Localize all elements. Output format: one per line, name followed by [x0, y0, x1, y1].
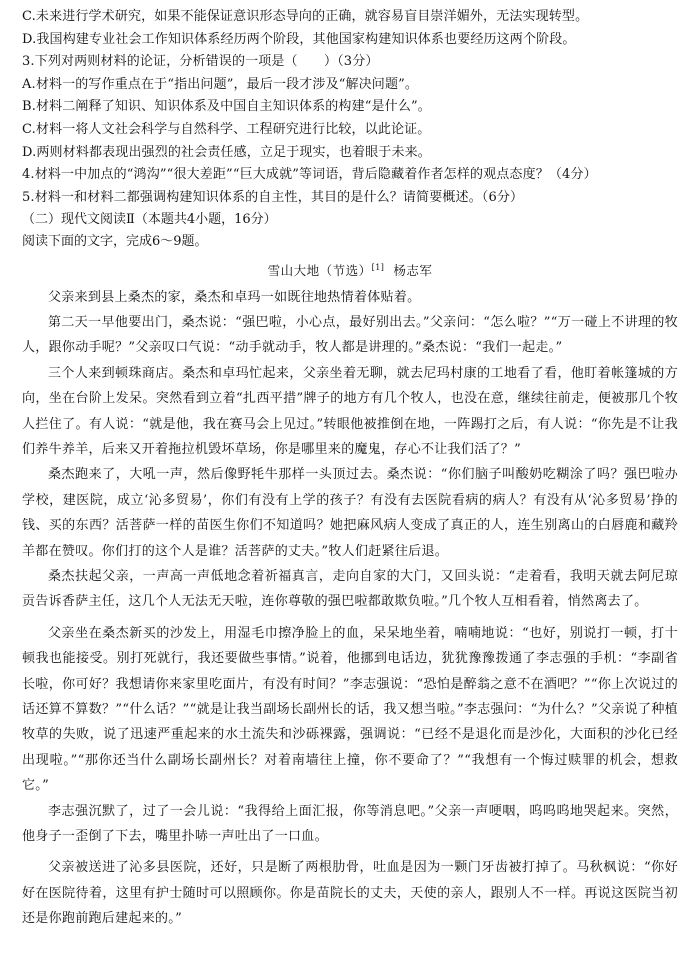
- story-body: [22, 285, 678, 932]
- story-paragraph: 李志强沉默了，过了一会儿说：“我得给上面汇报，你等消息吧。”父亲一声哽咽，呜呜呜地哭起来。突然，他身子一歪倒了下去，嘴里扑哧一声吐出了一口血。: [22, 803, 678, 845]
- question-3-option-b: B.材料二阐释了知识、知识体系及中国自主知识体系的构建“是什么”。: [22, 99, 431, 115]
- story-paragraph: 父亲来到县上桑杰的家，桑杰和卓玛一如既往地热情着体贴着。: [48, 289, 421, 305]
- story-paragraph: 父亲被送进了沁多县医院，还好，只是断了两根肋骨，吐血是因为一颗门牙齿被打掉了。马秋枫说：“你好好在医院待着，这里有护士随时可以照顾你。你是苗院长的丈夫，天使的亲人，跟别人不一样。再说这医院当初还是你跑前跑后建起来的。”: [22, 860, 678, 927]
- question-3-stem: 3.下列对两则材料的论证，分析错误的一项是（ ）（3分）: [22, 54, 379, 70]
- story-author: 杨志军: [393, 263, 433, 279]
- question-3-option-a: A.材料一的写作重点在于“指出问题”，最后一段才涉及“解决问题”。: [22, 76, 419, 92]
- story-paragraph: 第二天一早他要出门，桑杰说：“强巴啦，小心点，最好别出去。”父亲问：“怎么啦？”“万一碰上不讲理的牧人，跟你动手呢？”父亲叹口气说：“动手就动手，牧人都是讲理的。”桑杰说：“我们一起走。”: [22, 314, 678, 356]
- footnote-marker: [1]: [371, 263, 385, 273]
- section-header: （二）现代文阅读Ⅱ（本题共4小题，16分）: [22, 212, 277, 228]
- question-3-option-d: D.两则材料都表现出强烈的社会责任感，立足于现实，也着眼于未来。: [22, 144, 431, 160]
- question-3-option-c: C.材料一将人文社会科学与自然科学、工程研究进行比较，以此论证。: [22, 121, 431, 137]
- question-4: 4.材料一中加点的“鸿沟”“很大差距”“巨大成就”等词语，背后隐藏着作者怎样的观点态度？（4分）: [22, 167, 597, 183]
- question-5: 5.材料一和材料二都强调构建知识体系的自主性，其目的是什么？请简要概述。（6分）: [22, 189, 524, 205]
- option-d-prev: D.我国构建专业社会工作知识体系经历两个阶段，其他国家构建知识体系也要经历这两个阶段。: [22, 31, 576, 47]
- reading-instruction: 阅读下面的文字，完成6～9题。: [22, 234, 208, 250]
- story-title-line: [22, 255, 678, 284]
- story-paragraph: 父亲坐在桑杰新买的沙发上，用湿毛巾擦净脸上的血，呆呆地坐着，喃喃地说：“也好，别说打一顿，打十顿我也能接受。别打死就行，我还要做些事情。”说着，他挪到电话边，犹犹豫豫拨通了李志强的手机：“李副省长啦，你可好？我想请你来家里吃面片，有没有时间？”李志强说：“恐怕是醉翁之意不在酒吧？”“你上次说过的话还算不算数？”“什么话？”“就是让我当副场长副州长的话，我又想当啦。”李志强问：“为什么？”父亲说了种植牧草的失败，说了迅速严重起来的水土流失和沙砾裸露，强调说：“已经不是退化而是沙化，大面积的沙化已经出现啦。”“那你还当什么副场长副州长？对着南墙往上撞，你不要命了？”“我想有一个悔过赎罪的机会，想救它。”: [22, 625, 678, 794]
- story-title: 雪山大地（节选）: [267, 263, 372, 279]
- story-paragraph: 三个人来到顿珠商店。桑杰和卓玛忙起来，父亲坐着无聊，就去尼玛村康的工地看了看，他盯着帐篷城的方向，坐在台阶上发呆。突然看到立着“扎西平措”牌子的地方有几个牧人，也没在意，继续往前走，便被那几个牧人拦住了。有人说：“就是他，我在赛马会上见过。”转眼他被推倒在地，一阵踢打之后，有人说：“你先是不让我们养牛养羊，后来又开着拖拉机毁坏草场，你是哪里来的魔鬼，存心不让我们活了？”: [22, 365, 678, 457]
- story-paragraph: 桑杰跑来了，大吼一声，然后像野牦牛那样一头顶过去。桑杰说：“你们脑子叫酸奶吃糊涂了吗？强巴啦办学校，建医院，成立‘沁多贸易’，你们有没有上学的孩子？有没有去医院看病的病人？有没有从‘沁多贸易’挣的钱、买的东西？活菩萨一样的苗医生你们不知道吗？她把麻风病人变成了真正的人，连生别离山的白唇鹿和藏羚羊都在赞叹。你们打的这个人是谁？活菩萨的丈夫。”牧人们赶紧往后退。: [22, 467, 678, 559]
- option-c-prev: C.未来进行学术研究，如果不能保证意识形态导向的正确，就容易盲目崇洋媚外，无法实现转型。: [22, 9, 589, 24]
- story-paragraph: 桑杰扶起父亲，一声高一声低地念着祈福真言，走向自家的大门，又回头说：“走着看，我明天就去阿尼琼贡告诉香萨主任，这几个人无法无天啦，连你尊敬的强巴啦都敢欺负啦。”几个牧人互相看着，悄然离去了。: [22, 568, 678, 610]
